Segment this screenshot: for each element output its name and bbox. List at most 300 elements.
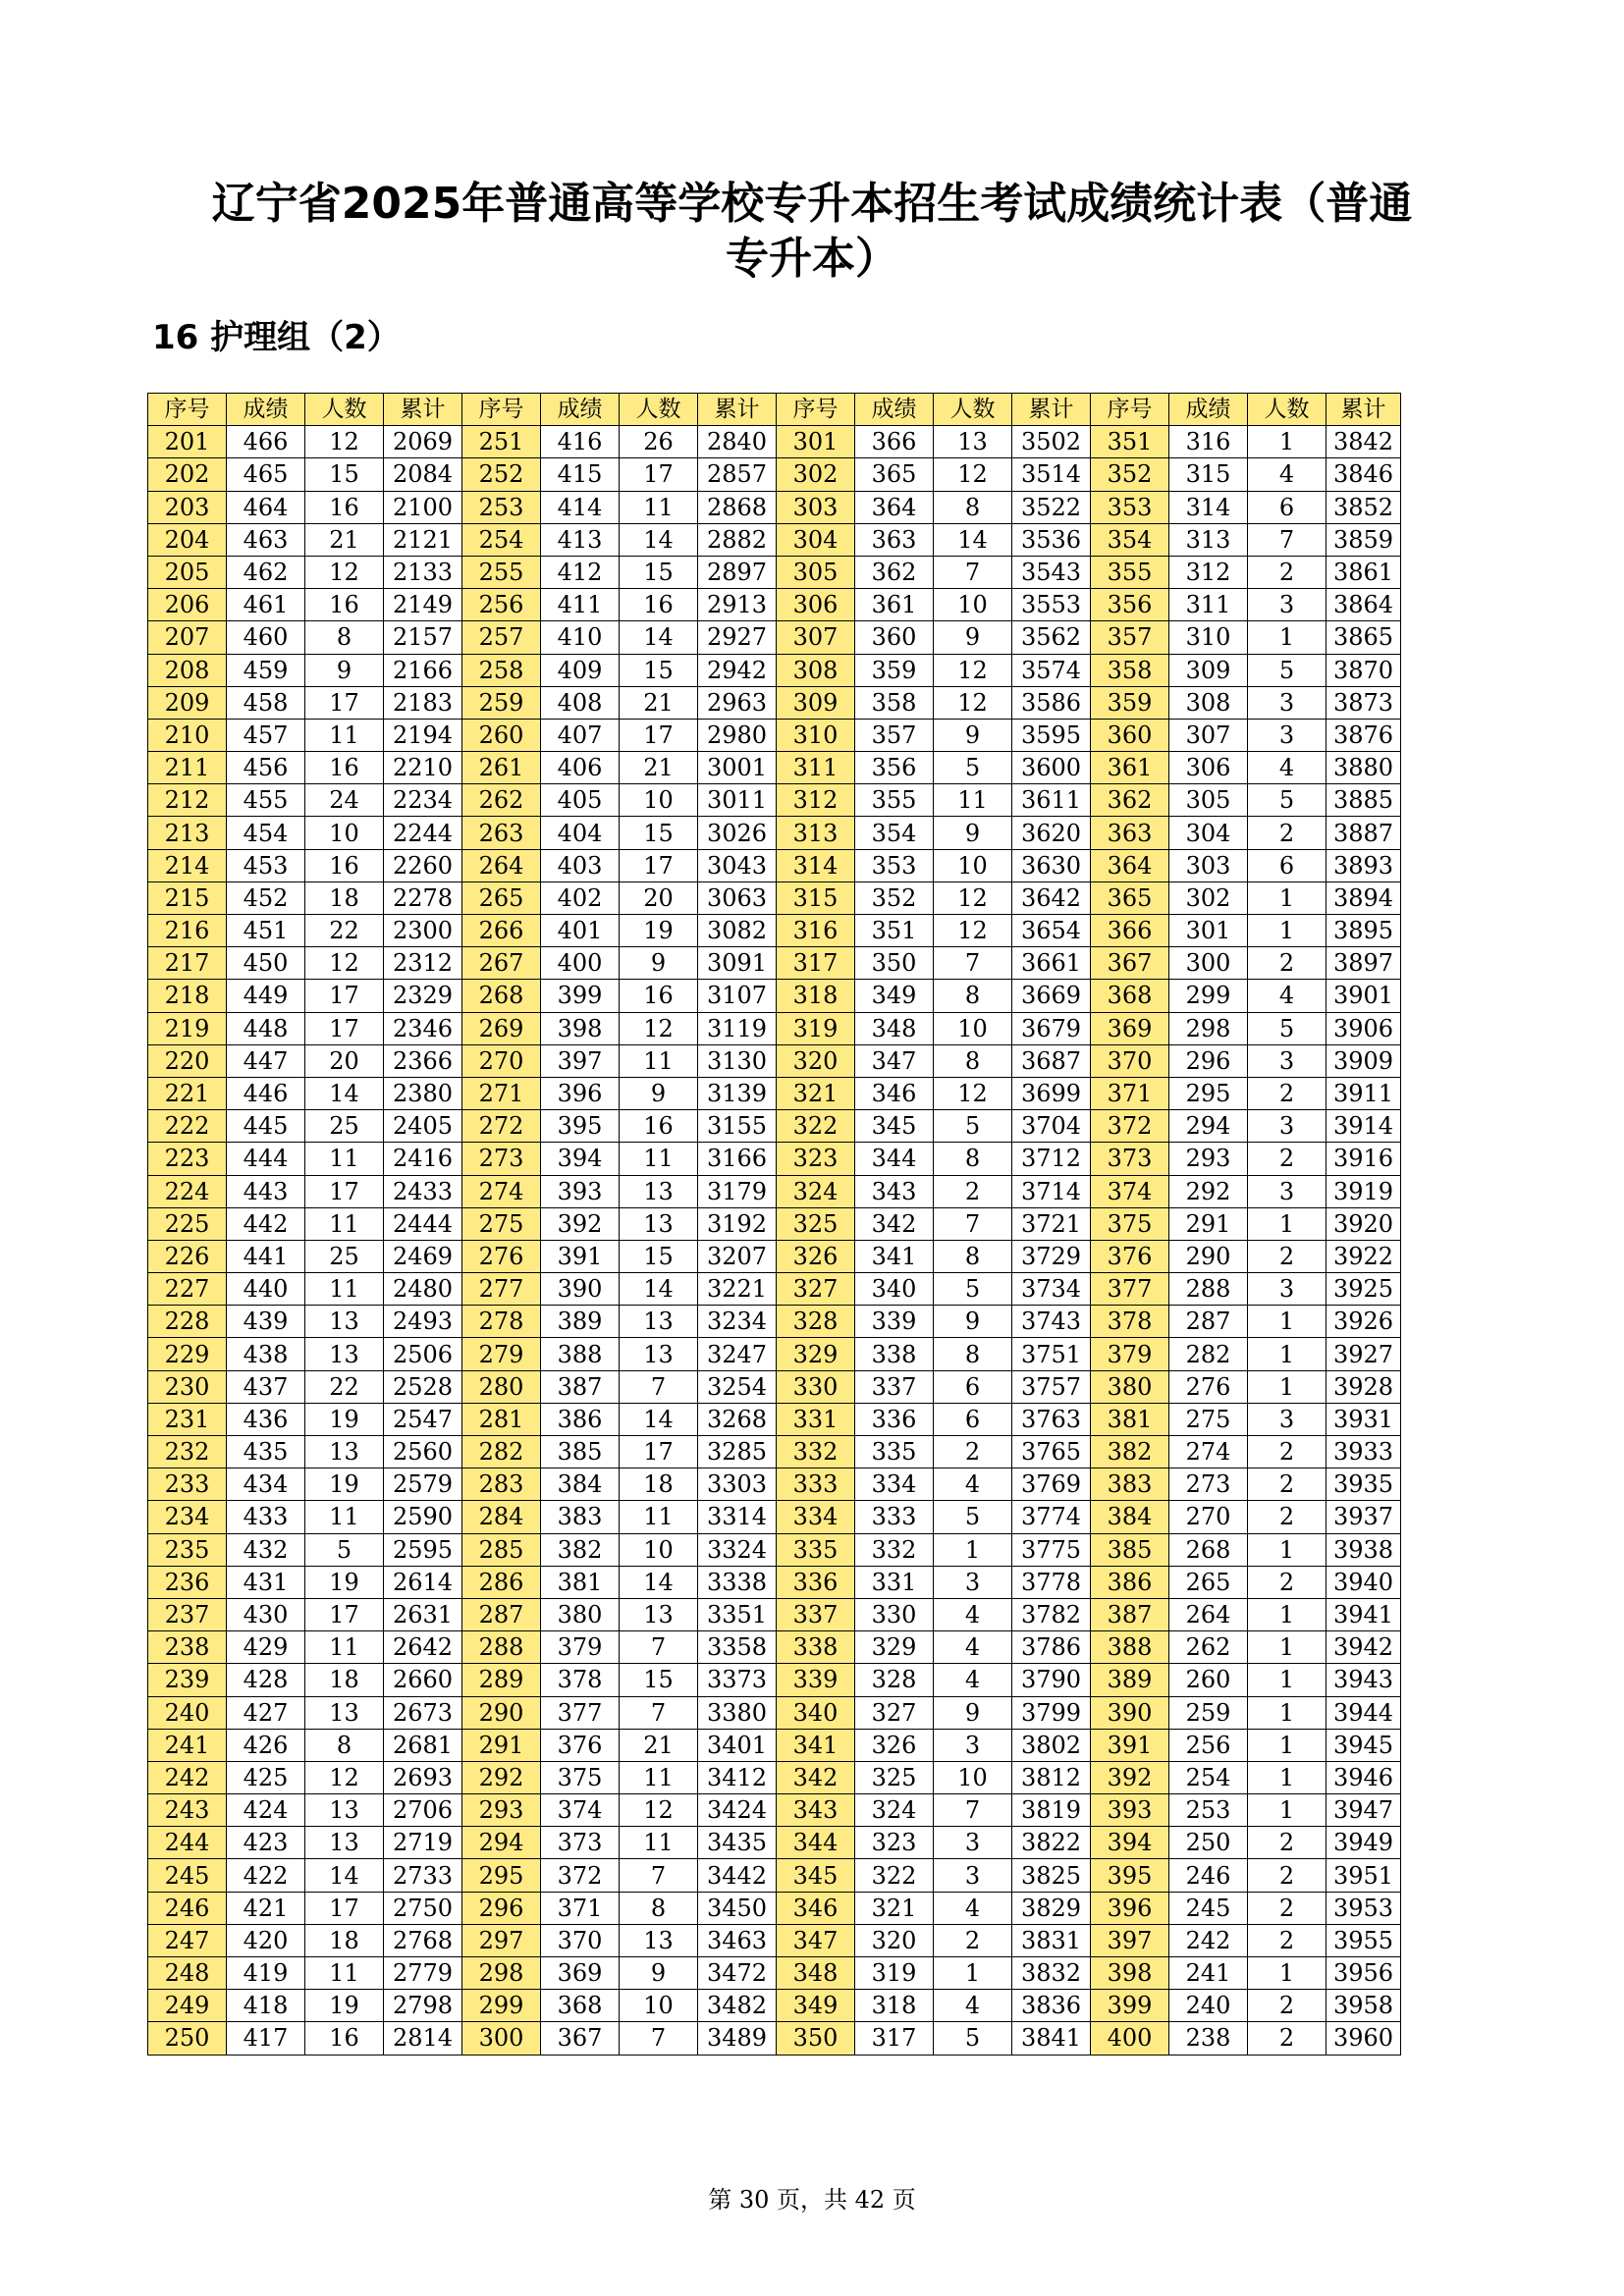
column-header: 成绩 [227,394,305,426]
seq-cell: 219 [148,1012,227,1044]
count-cell: 26 [620,426,698,458]
count-cell: 12 [934,1077,1012,1109]
count-cell: 4 [934,1468,1012,1501]
count-cell: 11 [305,1631,384,1664]
seq-cell: 238 [148,1631,227,1664]
cumulative-cell: 2693 [384,1761,462,1793]
seq-cell: 389 [1091,1664,1169,1696]
count-cell: 18 [305,881,384,914]
count-cell: 11 [305,1957,384,1990]
count-cell: 1 [1248,915,1326,947]
table-row [148,589,1401,621]
seq-cell: 258 [462,654,541,686]
score-cell: 253 [1169,1794,1248,1827]
count-cell: 10 [620,1533,698,1566]
seq-cell: 315 [777,881,855,914]
seq-cell: 206 [148,589,227,621]
seq-cell: 363 [1091,817,1169,849]
table-row [148,1338,1401,1370]
group-subtitle: 16 护理组（2） [152,318,401,357]
cumulative-cell: 2133 [384,556,462,588]
cumulative-cell: 3876 [1326,719,1401,751]
seq-cell: 347 [777,1924,855,1956]
seq-cell: 312 [777,784,855,817]
count-cell: 13 [620,1598,698,1630]
score-cell: 432 [227,1533,305,1566]
seq-cell: 317 [777,947,855,980]
count-cell: 22 [305,1370,384,1403]
table-row [148,784,1401,817]
score-cell: 325 [855,1761,934,1793]
seq-cell: 349 [777,1990,855,2022]
score-cell: 354 [855,817,934,849]
cumulative-cell: 3600 [1012,752,1091,784]
count-cell: 14 [620,523,698,556]
cumulative-cell: 3935 [1326,1468,1401,1501]
seq-cell: 394 [1091,1827,1169,1859]
cumulative-cell: 3611 [1012,784,1091,817]
score-cell: 330 [855,1598,934,1630]
seq-cell: 257 [462,621,541,654]
count-cell: 17 [620,1436,698,1468]
cumulative-cell: 2882 [698,523,777,556]
seq-cell: 341 [777,1729,855,1761]
cumulative-cell: 2433 [384,1175,462,1207]
count-cell: 1 [1248,1598,1326,1630]
count-cell: 21 [620,686,698,719]
cumulative-cell: 2366 [384,1044,462,1077]
seq-cell: 313 [777,817,855,849]
score-cell: 349 [855,980,934,1012]
seq-cell: 291 [462,1729,541,1761]
count-cell: 6 [934,1370,1012,1403]
cumulative-cell: 2673 [384,1696,462,1729]
seq-cell: 239 [148,1664,227,1696]
count-cell: 5 [934,752,1012,784]
count-cell: 11 [934,784,1012,817]
count-cell: 7 [620,1696,698,1729]
seq-cell: 328 [777,1306,855,1338]
seq-cell: 387 [1091,1598,1169,1630]
table-row [148,881,1401,914]
table-row [148,915,1401,947]
seq-cell: 232 [148,1436,227,1468]
score-cell: 362 [855,556,934,588]
table-row [148,1957,1401,1990]
count-cell: 19 [305,1468,384,1501]
score-cell: 322 [855,1859,934,1892]
count-cell: 8 [934,980,1012,1012]
cumulative-cell: 3743 [1012,1306,1091,1338]
seq-cell: 309 [777,686,855,719]
count-cell: 9 [620,1077,698,1109]
seq-cell: 352 [1091,458,1169,491]
count-cell: 15 [620,556,698,588]
score-cell: 307 [1169,719,1248,751]
cumulative-cell: 3885 [1326,784,1401,817]
count-cell: 11 [305,1143,384,1175]
count-cell: 3 [934,1859,1012,1892]
seq-cell: 222 [148,1110,227,1143]
seq-cell: 264 [462,849,541,881]
score-cell: 343 [855,1175,934,1207]
cumulative-cell: 3846 [1326,458,1401,491]
seq-cell: 231 [148,1403,227,1435]
seq-cell: 214 [148,849,227,881]
count-cell: 5 [934,1110,1012,1143]
score-cell: 294 [1169,1110,1248,1143]
table-row [148,1143,1401,1175]
count-cell: 3 [1248,686,1326,719]
cumulative-cell: 3234 [698,1306,777,1338]
score-cell: 397 [541,1044,620,1077]
seq-cell: 240 [148,1696,227,1729]
seq-cell: 299 [462,1990,541,2022]
cumulative-cell: 2642 [384,1631,462,1664]
score-cell: 425 [227,1761,305,1793]
count-cell: 2 [1248,1859,1326,1892]
seq-cell: 303 [777,491,855,523]
count-cell: 5 [1248,784,1326,817]
count-cell: 21 [620,1729,698,1761]
score-cell: 386 [541,1403,620,1435]
cumulative-cell: 3380 [698,1696,777,1729]
score-cell: 303 [1169,849,1248,881]
score-cell: 324 [855,1794,934,1827]
score-cell: 374 [541,1794,620,1827]
score-cell: 389 [541,1306,620,1338]
score-cell: 443 [227,1175,305,1207]
seq-cell: 284 [462,1501,541,1533]
seq-cell: 296 [462,1892,541,1924]
cumulative-cell: 3812 [1012,1761,1091,1793]
seq-cell: 320 [777,1044,855,1077]
count-cell: 13 [305,1436,384,1468]
cumulative-cell: 3942 [1326,1631,1401,1664]
cumulative-cell: 3916 [1326,1143,1401,1175]
cumulative-cell: 2100 [384,491,462,523]
seq-cell: 380 [1091,1370,1169,1403]
score-cell: 315 [1169,458,1248,491]
seq-cell: 270 [462,1044,541,1077]
score-cell: 367 [541,2022,620,2055]
count-cell: 2 [1248,1240,1326,1272]
count-cell: 13 [620,1924,698,1956]
count-cell: 3 [934,1729,1012,1761]
count-cell: 3 [1248,719,1326,751]
score-cell: 291 [1169,1207,1248,1240]
score-cell: 461 [227,589,305,621]
seq-cell: 316 [777,915,855,947]
table-row [148,1990,1401,2022]
seq-cell: 203 [148,491,227,523]
cumulative-cell: 3914 [1326,1110,1401,1143]
seq-cell: 345 [777,1859,855,1892]
score-cell: 265 [1169,1566,1248,1598]
seq-cell: 358 [1091,654,1169,686]
seq-cell: 333 [777,1468,855,1501]
seq-cell: 247 [148,1924,227,1956]
count-cell: 17 [305,1892,384,1924]
cumulative-cell: 2210 [384,752,462,784]
cumulative-cell: 3435 [698,1827,777,1859]
seq-cell: 280 [462,1370,541,1403]
score-cell: 383 [541,1501,620,1533]
seq-cell: 301 [777,426,855,458]
column-header: 成绩 [855,394,934,426]
count-cell: 6 [934,1403,1012,1435]
score-cell: 418 [227,1990,305,2022]
seq-cell: 304 [777,523,855,556]
count-cell: 7 [934,947,1012,980]
cumulative-cell: 3933 [1326,1436,1401,1468]
score-cell: 434 [227,1468,305,1501]
seq-cell: 396 [1091,1892,1169,1924]
cumulative-cell: 3412 [698,1761,777,1793]
seq-cell: 279 [462,1338,541,1370]
seq-cell: 338 [777,1631,855,1664]
score-cell: 287 [1169,1306,1248,1338]
count-cell: 5 [1248,1012,1326,1044]
cumulative-cell: 2244 [384,817,462,849]
seq-cell: 393 [1091,1794,1169,1827]
seq-cell: 266 [462,915,541,947]
table-row [148,1207,1401,1240]
score-cell: 405 [541,784,620,817]
cumulative-cell: 3946 [1326,1761,1401,1793]
seq-cell: 332 [777,1436,855,1468]
score-cell: 335 [855,1436,934,1468]
seq-cell: 254 [462,523,541,556]
cumulative-cell: 3442 [698,1859,777,1892]
seq-cell: 382 [1091,1436,1169,1468]
score-cell: 358 [855,686,934,719]
table-row [148,1827,1401,1859]
count-cell: 15 [620,1664,698,1696]
score-cell: 371 [541,1892,620,1924]
count-cell: 10 [934,1012,1012,1044]
seq-cell: 356 [1091,589,1169,621]
cumulative-cell: 2194 [384,719,462,751]
score-cell: 259 [1169,1696,1248,1729]
seq-cell: 330 [777,1370,855,1403]
seq-cell: 285 [462,1533,541,1566]
cumulative-cell: 3790 [1012,1664,1091,1696]
score-cell: 342 [855,1207,934,1240]
seq-cell: 242 [148,1761,227,1793]
seq-cell: 260 [462,719,541,751]
seq-cell: 233 [148,1468,227,1501]
count-cell: 1 [1248,1957,1326,1990]
cumulative-cell: 3712 [1012,1143,1091,1175]
cumulative-cell: 2183 [384,686,462,719]
score-cell: 356 [855,752,934,784]
count-cell: 2 [1248,817,1326,849]
score-cell: 348 [855,1012,934,1044]
cumulative-cell: 2963 [698,686,777,719]
score-cell: 404 [541,817,620,849]
table-body [148,426,1401,2055]
score-cell: 450 [227,947,305,980]
table-row [148,1859,1401,1892]
seq-cell: 337 [777,1598,855,1630]
count-cell: 14 [934,523,1012,556]
cumulative-cell: 3303 [698,1468,777,1501]
seq-cell: 209 [148,686,227,719]
count-cell: 19 [305,1403,384,1435]
count-cell: 12 [620,1012,698,1044]
count-cell: 25 [305,1110,384,1143]
score-cell: 310 [1169,621,1248,654]
seq-cell: 377 [1091,1273,1169,1306]
cumulative-cell: 2405 [384,1110,462,1143]
cumulative-cell: 2469 [384,1240,462,1272]
cumulative-cell: 3865 [1326,621,1401,654]
cumulative-cell: 2506 [384,1338,462,1370]
score-cell: 368 [541,1990,620,2022]
seq-cell: 361 [1091,752,1169,784]
cumulative-cell: 2493 [384,1306,462,1338]
seq-cell: 253 [462,491,541,523]
count-cell: 13 [305,1794,384,1827]
seq-cell: 374 [1091,1175,1169,1207]
cumulative-cell: 2590 [384,1501,462,1533]
seq-cell: 288 [462,1631,541,1664]
count-cell: 18 [305,1924,384,1956]
count-cell: 14 [305,1077,384,1109]
cumulative-cell: 3401 [698,1729,777,1761]
cumulative-cell: 3822 [1012,1827,1091,1859]
count-cell: 5 [305,1533,384,1566]
cumulative-cell: 3943 [1326,1664,1401,1696]
score-cell: 458 [227,686,305,719]
count-cell: 16 [305,491,384,523]
count-cell: 16 [305,752,384,784]
score-cell: 375 [541,1761,620,1793]
score-cell: 415 [541,458,620,491]
count-cell: 13 [305,1338,384,1370]
count-cell: 2 [1248,1566,1326,1598]
seq-cell: 286 [462,1566,541,1598]
count-cell: 11 [620,1501,698,1533]
count-cell: 10 [934,589,1012,621]
cumulative-cell: 3769 [1012,1468,1091,1501]
cumulative-cell: 3928 [1326,1370,1401,1403]
score-cell: 395 [541,1110,620,1143]
score-cell: 370 [541,1924,620,1956]
cumulative-cell: 2814 [384,2022,462,2055]
count-cell: 10 [620,784,698,817]
table-row [148,523,1401,556]
table-row [148,1794,1401,1827]
score-cell: 428 [227,1664,305,1696]
cumulative-cell: 3953 [1326,1892,1401,1924]
seq-cell: 372 [1091,1110,1169,1143]
seq-cell: 378 [1091,1306,1169,1338]
count-cell: 1 [1248,1729,1326,1761]
score-cell: 416 [541,426,620,458]
seq-cell: 289 [462,1664,541,1696]
score-cell: 417 [227,2022,305,2055]
score-cell: 346 [855,1077,934,1109]
score-cell: 455 [227,784,305,817]
column-header: 累计 [1326,394,1401,426]
seq-cell: 202 [148,458,227,491]
cumulative-cell: 3630 [1012,849,1091,881]
score-cell: 317 [855,2022,934,2055]
seq-cell: 251 [462,426,541,458]
cumulative-cell: 3802 [1012,1729,1091,1761]
seq-cell: 277 [462,1273,541,1306]
score-cell: 408 [541,686,620,719]
score-cell: 313 [1169,523,1248,556]
seq-cell: 216 [148,915,227,947]
count-cell: 2 [1248,1827,1326,1859]
score-cell: 442 [227,1207,305,1240]
count-cell: 2 [934,1924,1012,1956]
score-cell: 424 [227,1794,305,1827]
count-cell: 3 [1248,1110,1326,1143]
table-row [148,426,1401,458]
score-cell: 452 [227,881,305,914]
score-cell: 288 [1169,1273,1248,1306]
column-header: 累计 [698,394,777,426]
score-cell: 460 [227,621,305,654]
cumulative-cell: 3763 [1012,1403,1091,1435]
seq-cell: 367 [1091,947,1169,980]
count-cell: 2 [1248,1077,1326,1109]
score-cell: 276 [1169,1370,1248,1403]
count-cell: 21 [620,752,698,784]
score-cell: 403 [541,849,620,881]
cumulative-cell: 2560 [384,1436,462,1468]
cumulative-cell: 3482 [698,1990,777,2022]
cumulative-cell: 3472 [698,1957,777,1990]
count-cell: 9 [620,947,698,980]
count-cell: 25 [305,1240,384,1272]
seq-cell: 398 [1091,1957,1169,1990]
seq-cell: 388 [1091,1631,1169,1664]
cumulative-cell: 3669 [1012,980,1091,1012]
cumulative-cell: 2444 [384,1207,462,1240]
cumulative-cell: 3314 [698,1501,777,1533]
count-cell: 5 [934,1501,1012,1533]
cumulative-cell: 2681 [384,1729,462,1761]
score-cell: 433 [227,1501,305,1533]
score-cell: 336 [855,1403,934,1435]
cumulative-cell: 2942 [698,654,777,686]
seq-cell: 295 [462,1859,541,1892]
table-row [148,947,1401,980]
seq-cell: 207 [148,621,227,654]
column-header: 人数 [620,394,698,426]
score-cell: 462 [227,556,305,588]
score-cell: 448 [227,1012,305,1044]
score-cell: 391 [541,1240,620,1272]
score-cell: 454 [227,817,305,849]
score-cell: 394 [541,1143,620,1175]
cumulative-cell: 3502 [1012,426,1091,458]
score-cell: 361 [855,589,934,621]
count-cell: 2 [1248,2022,1326,2055]
score-cell: 456 [227,752,305,784]
seq-cell: 314 [777,849,855,881]
seq-cell: 362 [1091,784,1169,817]
seq-cell: 274 [462,1175,541,1207]
cumulative-cell: 3536 [1012,523,1091,556]
column-header: 人数 [1248,394,1326,426]
seq-cell: 293 [462,1794,541,1827]
